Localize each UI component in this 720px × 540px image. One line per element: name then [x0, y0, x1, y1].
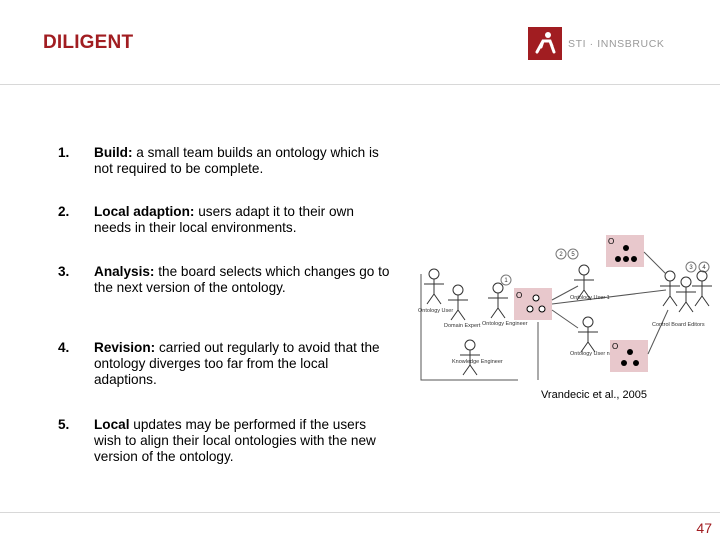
- item-body: carried out regularly to avoid that the ontology diverges too far from the local adaptions.: [94, 340, 380, 387]
- arrow-to-usern: [552, 310, 578, 328]
- ontology-user-figure: [424, 269, 444, 304]
- control-board-label: Control Board Editors: [652, 322, 705, 328]
- step-4-label: 4: [702, 265, 706, 271]
- ontology-engineer-label: Ontology Engineer: [482, 321, 528, 327]
- item-keyword: Revision:: [94, 340, 156, 355]
- item-number: 4.: [58, 340, 70, 355]
- item-body: users adapt it to their own needs in their local environments.: [94, 204, 354, 235]
- item-number: 1.: [58, 145, 70, 160]
- knowledge-engineer-figure: [460, 340, 480, 375]
- arrow-to-board-1: [644, 252, 666, 274]
- step-5-label: 5: [571, 252, 575, 258]
- slide-title: DILIGENT: [43, 32, 134, 53]
- ontology-main-label: O: [516, 291, 523, 300]
- item-body: a small team builds an ontology which is not required to be complete.: [94, 145, 379, 176]
- ontology-on-label: O: [612, 342, 619, 351]
- item-number: 2.: [58, 204, 70, 219]
- item-text: [94, 145, 394, 177]
- ontology-engineer-figure: [488, 283, 508, 318]
- item-text: [94, 204, 394, 236]
- diligent-process-diagram: [418, 230, 718, 390]
- diagram-caption: Vrandecic et al., 2005: [541, 389, 647, 401]
- item-number: 3.: [58, 264, 70, 279]
- page-number: 47: [696, 520, 712, 536]
- item-number: 5.: [58, 417, 70, 432]
- item-keyword: Local: [94, 417, 130, 432]
- step-2-label: 2: [559, 252, 563, 258]
- ontology-user-label: Ontology User: [418, 308, 454, 314]
- step-1-label: 1: [504, 278, 508, 284]
- sti-logo: [528, 27, 665, 60]
- domain-expert-label: Domain Expert: [444, 323, 481, 329]
- item-keyword: Local adaption:: [94, 204, 195, 219]
- item-body: the board selects which changes go to the next version of the ontology.: [94, 264, 390, 295]
- step-3-label: 3: [689, 265, 693, 271]
- logo-text: STI · INNSBRUCK: [568, 37, 665, 50]
- ontology-user-n-label: Ontology User n: [570, 351, 610, 357]
- item-keyword: Analysis:: [94, 264, 155, 279]
- item-body: updates may be performed if the users wish to align their local ontologies with the new version of the ontology.: [94, 417, 376, 464]
- logo-mark-icon: [528, 27, 562, 60]
- item-keyword: Build:: [94, 145, 133, 160]
- domain-expert-figure: [448, 285, 468, 320]
- item-text: [94, 417, 394, 465]
- control-board-figures: [660, 271, 712, 312]
- ontology-user-n-figure: [578, 317, 598, 352]
- item-text: [94, 264, 394, 296]
- footer-divider: [0, 512, 720, 513]
- ontology-user-1-label: Ontology User 1: [570, 295, 610, 301]
- ontology-o1-label: O: [608, 237, 615, 246]
- knowledge-engineer-label: Knowledge Engineer: [452, 359, 503, 365]
- header-divider: [0, 84, 720, 85]
- item-text: [94, 340, 394, 388]
- arrow-to-board-2: [648, 310, 668, 354]
